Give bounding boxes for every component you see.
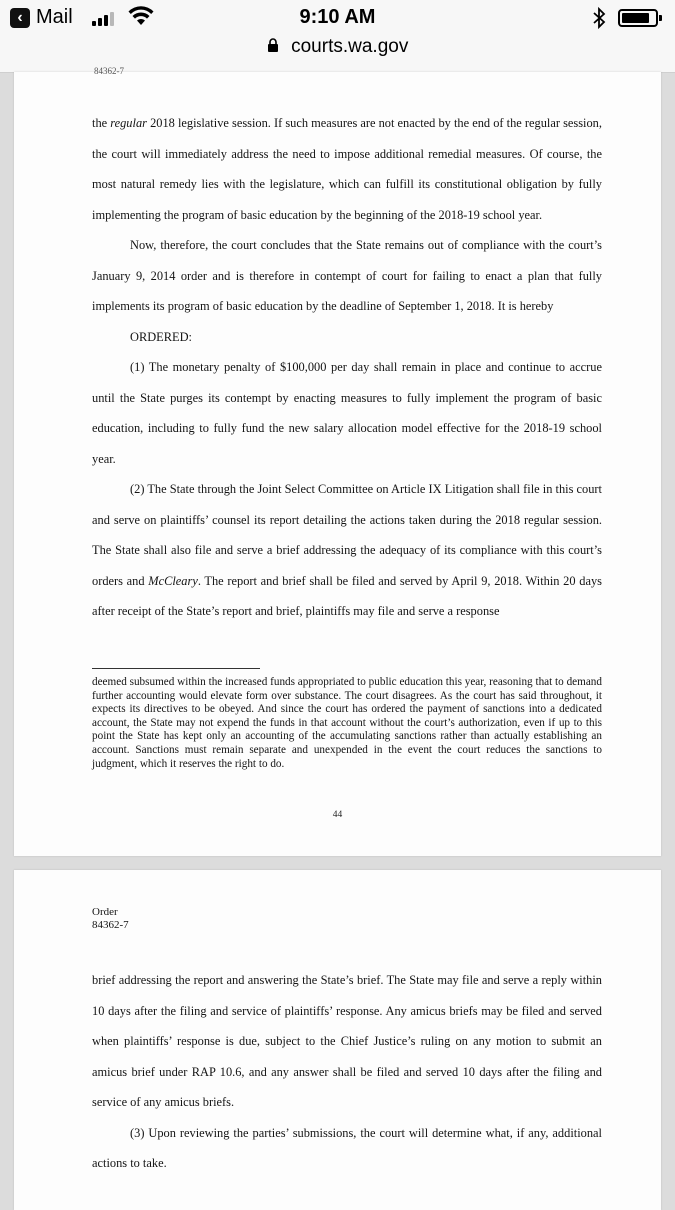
battery-icon	[618, 9, 658, 27]
case-caption: Order 84362-7	[92, 906, 129, 931]
document-page-44	[14, 66, 661, 856]
paragraph: Now, therefore, the court concludes that the State remains out of compliance with the court’s January 9, 2014 order and is therefore in contempt of court for failing to enact a plan that fully implements its program of basic education by the deadline of September 1, 2018. It is hereby	[92, 238, 602, 313]
page-body	[92, 108, 602, 627]
lock-icon	[267, 38, 279, 52]
paragraph: the regular 2018 legislative session. If such measures are not enacted by the end of the regular session, the court will immediately address the need to impose additional remedial measures. Of course, the most natural remedy lies with the legislature, which can fulfill its constitutional obligation by fully implementing the program of basic education by the beginning of the 2018-19 school year.	[92, 116, 602, 222]
footnote-separator	[92, 668, 260, 669]
page-body	[92, 965, 602, 1179]
document-page-45	[14, 870, 661, 1210]
paragraph: brief addressing the report and answering the State’s brief. The State may file and serve a reply within 10 days after the filing and service of plaintiffs’ response. Any amicus briefs may be filed and served when plaintiffs’ response is due, subject to the Chief Justice’s ruling on any motion to submit an amicus brief under RAP 10.6, and any answer shall be filed and served 10 days after the filing and service of any amicus briefs.	[92, 973, 602, 1109]
page-number: 44	[332, 810, 343, 820]
paragraph: (1) The monetary penalty of $100,000 per day shall remain in place and continue to accrue until the State purges its contempt by enacting measures to fully implement the program of basic education, including to fully fund the new salary allocation model effective for the 2018-19 school year.	[92, 360, 602, 466]
status-bar	[0, 0, 675, 36]
ordered-heading: ORDERED:	[130, 329, 192, 344]
address-bar[interactable]	[0, 36, 675, 68]
paragraph: (3) Upon reviewing the parties’ submissions, the court will determine what, if any, additional actions to take.	[92, 1125, 602, 1170]
browser-chrome	[0, 0, 675, 73]
back-to-mail-button[interactable]: Mail	[36, 6, 73, 28]
footnote: deemed subsumed within the increased funds appropriated to public education this year, reasoning that to demand further accounting would elevate form over substance. The court disagrees. As the court has said throughout, it expects its directives to be obeyed. And since the court has ordered the payment of sanctions into a dedicated account, the State may not expend the funds in that account without the court’s authorization, even if up to this point the State has kept only an accounting of the accumulating sanctions rather than actually establishing an account. Sanctions must remain separate and unexpended in the event the court reduces the sanctions to judgment, which it reserves the right to do.	[92, 676, 602, 770]
url-text[interactable]: courts.wa.gov	[291, 36, 409, 57]
page-top-mark: 84362-7	[94, 66, 124, 76]
paragraph: (2) The State through the Joint Select Committee on Article IX Litigation shall file in this court and serve on plaintiffs’ counsel its report detailing the actions taken during the 2018 regular session. The State shall also file and serve a brief addressing the adequacy of its compliance with this court’s orders and McCleary. The report and brief shall be filed and served by April 9, 2018. Within 20 days after receipt of the State’s report and brief, plaintiffs may file and serve a response	[92, 482, 602, 618]
back-chevron-icon[interactable]: ‹	[10, 8, 30, 28]
bluetooth-icon	[592, 6, 606, 30]
clock: 9:10 AM	[299, 6, 376, 28]
battery-level	[622, 13, 649, 23]
